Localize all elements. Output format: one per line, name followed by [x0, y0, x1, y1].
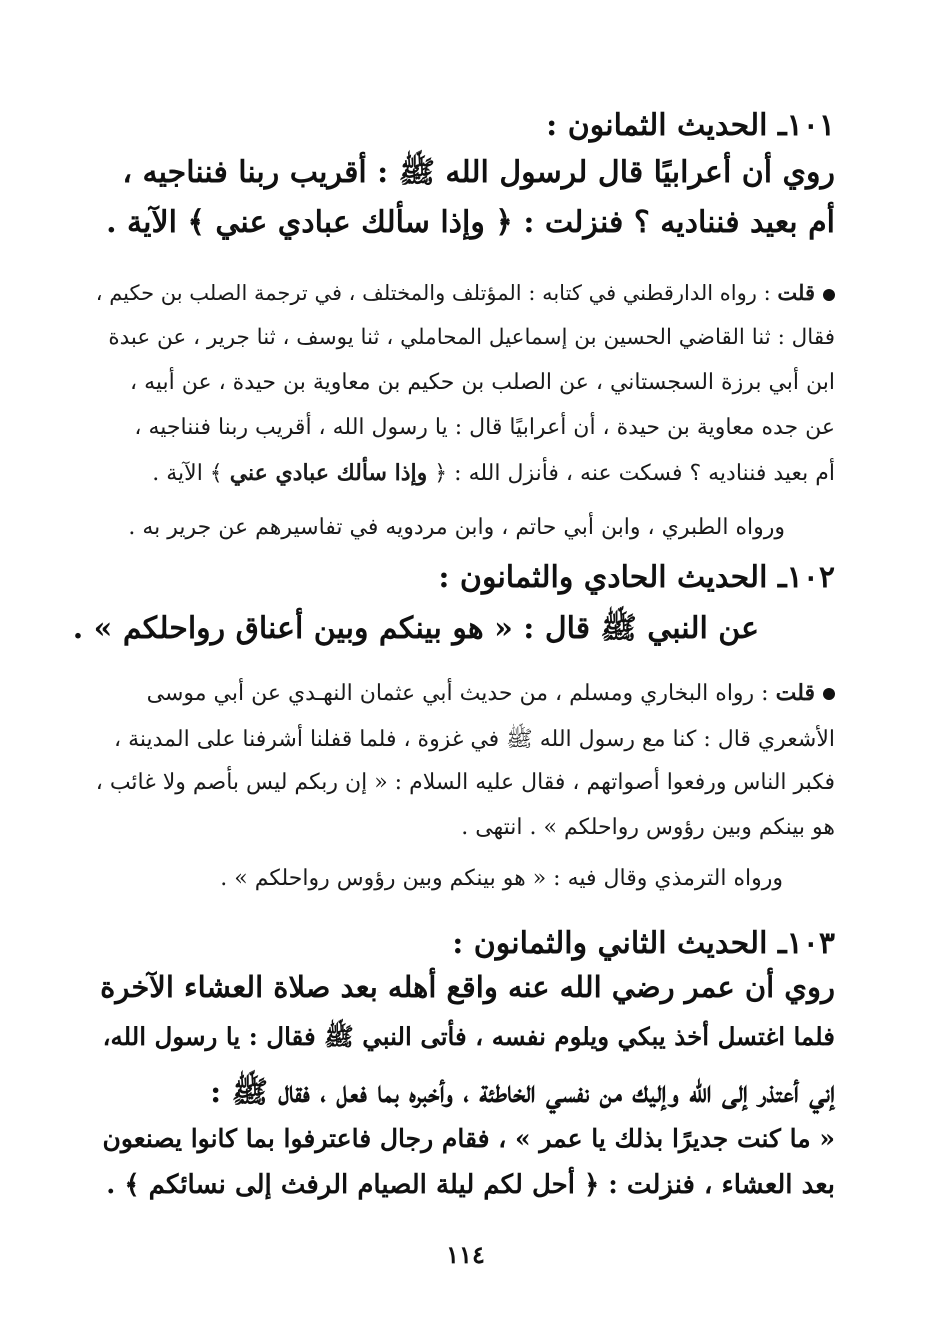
- bullet-icon: [823, 688, 835, 700]
- hadith-101-note-line-2: فقال : ثنا القاضي الحسين بن إسماعيل المحاملي ، ثنا يوسف ، ثنا جرير ، عن عبدة: [108, 325, 835, 350]
- hadith-101-note-line-5: [152, 460, 835, 486]
- hadith-103-matn-line-4: « ما كنت جديرًا بذلك يا عمر » ، فقام رجال فاعترفوا بما كانوا يصنعون: [102, 1124, 835, 1153]
- hadith-102-note-extra: ورواه الترمذي وقال فيه : « هو بينكم وبين رؤوس رواحلكم » .: [220, 866, 783, 891]
- page-number: ١١٤: [446, 1240, 485, 1269]
- note-text: ﴾ الآية .: [152, 461, 223, 486]
- hadith-102-heading: ١٠٢ـ الحديث الحادي والثمانون :: [438, 560, 835, 595]
- note-text: : رواه البخاري ومسلم ، من حديث أبي عثمان النهـدي عن أبي موسى: [146, 681, 769, 706]
- hadith-101-heading: ١٠١ـ الحديث الثمانون :: [546, 108, 835, 143]
- hadith-102-matn-line-1: عن النبي ﷺ قال : « هو بينكم وبين أعناق رواحلكم » .: [72, 611, 759, 646]
- hadith-103-matn-line-3: إني أعتذر إلى الله وإليك من نفسي الخاطئة ، وأخبره بما فعل ، فقال ﷺ :: [210, 1075, 835, 1110]
- hadith-101-note-extra: ورواه الطبري ، وابن أبي حاتم ، وابن مردويه في تفاسيرهم عن جرير به .: [128, 515, 785, 540]
- hadith-101-matn-line-2: أم بعيد فنناديه ؟ فنزلت : ﴿ وإذا سألك عبادي عني ﴾ الآية .: [106, 205, 835, 240]
- hadith-101-note-line-3: ابن أبي برزة السجستاني ، عن الصلب بن حكيم بن معاوية بن حيدة ، عن أبيه ،: [129, 370, 835, 395]
- quran-quote: وإذا سألك عبادي عني: [229, 460, 428, 486]
- hadith-101-note-line-4: عن جده معاوية بن حيدة ، أن أعرابيًا قال : يا رسول الله ، أقريب ربنا فنناجيه ،: [134, 415, 835, 440]
- hadith-102-note-line-1: [147, 680, 835, 706]
- note-text: : رواه الدارقطني في كتابه : المؤتلف والمختلف ، في ترجمة الصلب بن حكيم ،: [95, 281, 771, 305]
- hadith-101-note-line-1: [96, 280, 835, 305]
- hadith-103-matn-line-2: فلما اغتسل أخذ يبكي ويلوم نفسه ، فأتى النبي ﷺ فقال : يا رسول الله،: [102, 1022, 835, 1051]
- bullet-icon: [823, 289, 835, 301]
- note-label: قلت: [777, 280, 815, 305]
- hadith-102-note-line-3: فكبر الناس ورفعوا أصواتهم ، فقال عليه السلام : « إن ربكم ليس بأصم ولا غائب ،: [95, 770, 835, 795]
- hadith-102-note-line-2: الأشعري قال : كنا مع رسول الله ﷺ في غزوة ، فلما قفلنا أشرفنا على المدينة ،: [113, 727, 835, 752]
- hadith-103-heading: ١٠٣ـ الحديث الثاني والثمانون :: [452, 926, 835, 961]
- hadith-103-matn-line-5: بعد العشاء ، فنزلت : ﴿ أحل لكم ليلة الصيام الرفث إلى نسائكم ﴾ .: [106, 1170, 835, 1200]
- note-text: أم بعيد فنناديه ؟ فسكت عنه ، فأنزل الله : ﴿: [434, 461, 835, 486]
- note-label: قلت: [775, 680, 815, 706]
- hadith-103-matn-line-1: روي أن عمر رضي الله عنه واقع أهله بعد صلاة العشاء الآخرة: [100, 970, 835, 1004]
- hadith-102-note-line-4: هو بينكم وبين رؤوس رواحلكم » . انتهى .: [461, 815, 835, 840]
- hadith-101-matn-line-1: روي أن أعرابيًا قال لرسول الله ﷺ : أقريب ربنا فنناجيه ،: [122, 155, 835, 190]
